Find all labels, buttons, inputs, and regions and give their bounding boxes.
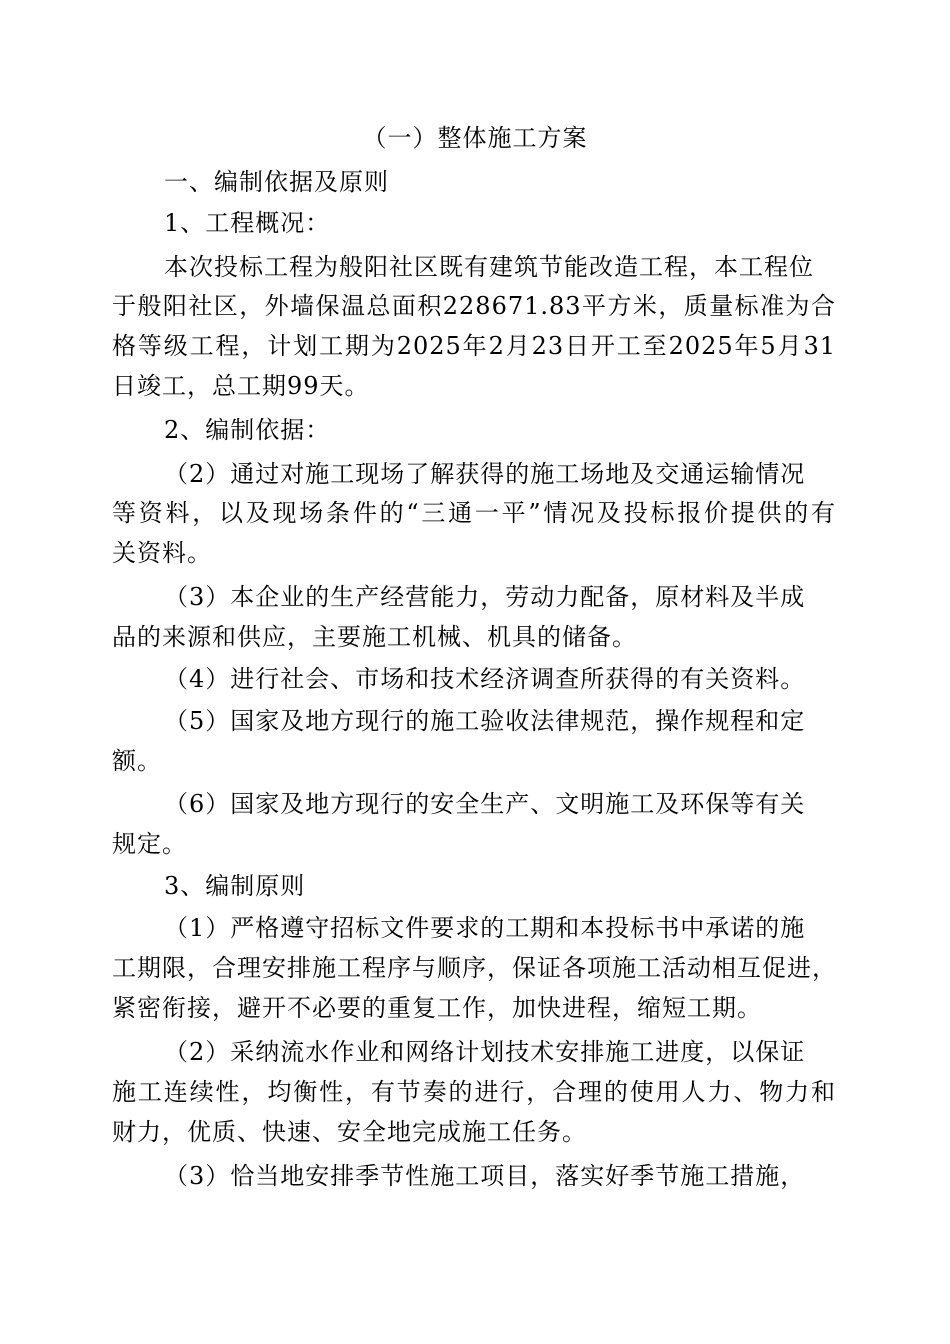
paragraph-line: 额。 bbox=[112, 747, 162, 775]
page-title: （一）整体施工方案 bbox=[362, 124, 588, 152]
paragraph-line: 格等级工程，计划工期为2025年2月23日开工至2025年5月31 bbox=[112, 332, 836, 360]
subsection-heading: 3、编制原则 bbox=[164, 872, 306, 900]
paragraph-line: （6）国家及地方现行的安全生产、文明施工及环保等有关 bbox=[164, 790, 806, 818]
paragraph-line: 工期限，合理安排施工程序与顺序，保证各项施工活动相互促进， bbox=[112, 954, 837, 982]
paragraph-line: 关资料。 bbox=[112, 539, 212, 567]
paragraph-line: （3）本企业的生产经营能力，劳动力配备，原材料及半成 bbox=[164, 583, 806, 611]
paragraph-line: 品的来源和供应，主要施工机械、机具的储备。 bbox=[112, 623, 637, 651]
subsection-heading: 1、工程概况： bbox=[164, 209, 331, 237]
section-heading: 一、编制依据及原则 bbox=[164, 168, 389, 196]
paragraph-line: 日竣工，总工期99天。 bbox=[112, 372, 370, 400]
paragraph-line: 施工连续性，均衡性，有节奏的进行，合理的使用人力、物力和 bbox=[112, 1078, 836, 1106]
paragraph-line: （1）严格遵守招标文件要求的工期和本投标书中承诺的施 bbox=[164, 914, 806, 942]
paragraph-line: 紧密衔接，避开不必要的重复工作，加快进程，缩短工期。 bbox=[112, 994, 762, 1022]
paragraph-line: （4）进行社会、市场和技术经济调查所获得的有关资料。 bbox=[164, 665, 806, 693]
paragraph-line: （3）恰当地安排季节性施工项目，落实好季节施工措施， bbox=[164, 1162, 806, 1190]
paragraph-line: 等资料，以及现场条件的“三通一平”情况及投标报价提供的有 bbox=[112, 499, 836, 527]
paragraph-line: 本次投标工程为般阳社区既有建筑节能改造工程，本工程位 bbox=[164, 253, 814, 281]
subsection-heading: 2、编制依据： bbox=[164, 416, 331, 444]
paragraph-line: （2）通过对施工现场了解获得的施工场地及交通运输情况 bbox=[164, 460, 806, 488]
paragraph-line: 于般阳社区，外墙保温总面积228671.83平方米，质量标准为合 bbox=[112, 292, 836, 320]
paragraph-line: 财力，优质、快速、安全地完成施工任务。 bbox=[112, 1118, 587, 1146]
paragraph-line: （2）采纳流水作业和网络计划技术安排施工进度，以保证 bbox=[164, 1038, 806, 1066]
paragraph-line: （5）国家及地方现行的施工验收法律规范，操作规程和定 bbox=[164, 707, 806, 735]
paragraph-line: 规定。 bbox=[112, 830, 187, 858]
